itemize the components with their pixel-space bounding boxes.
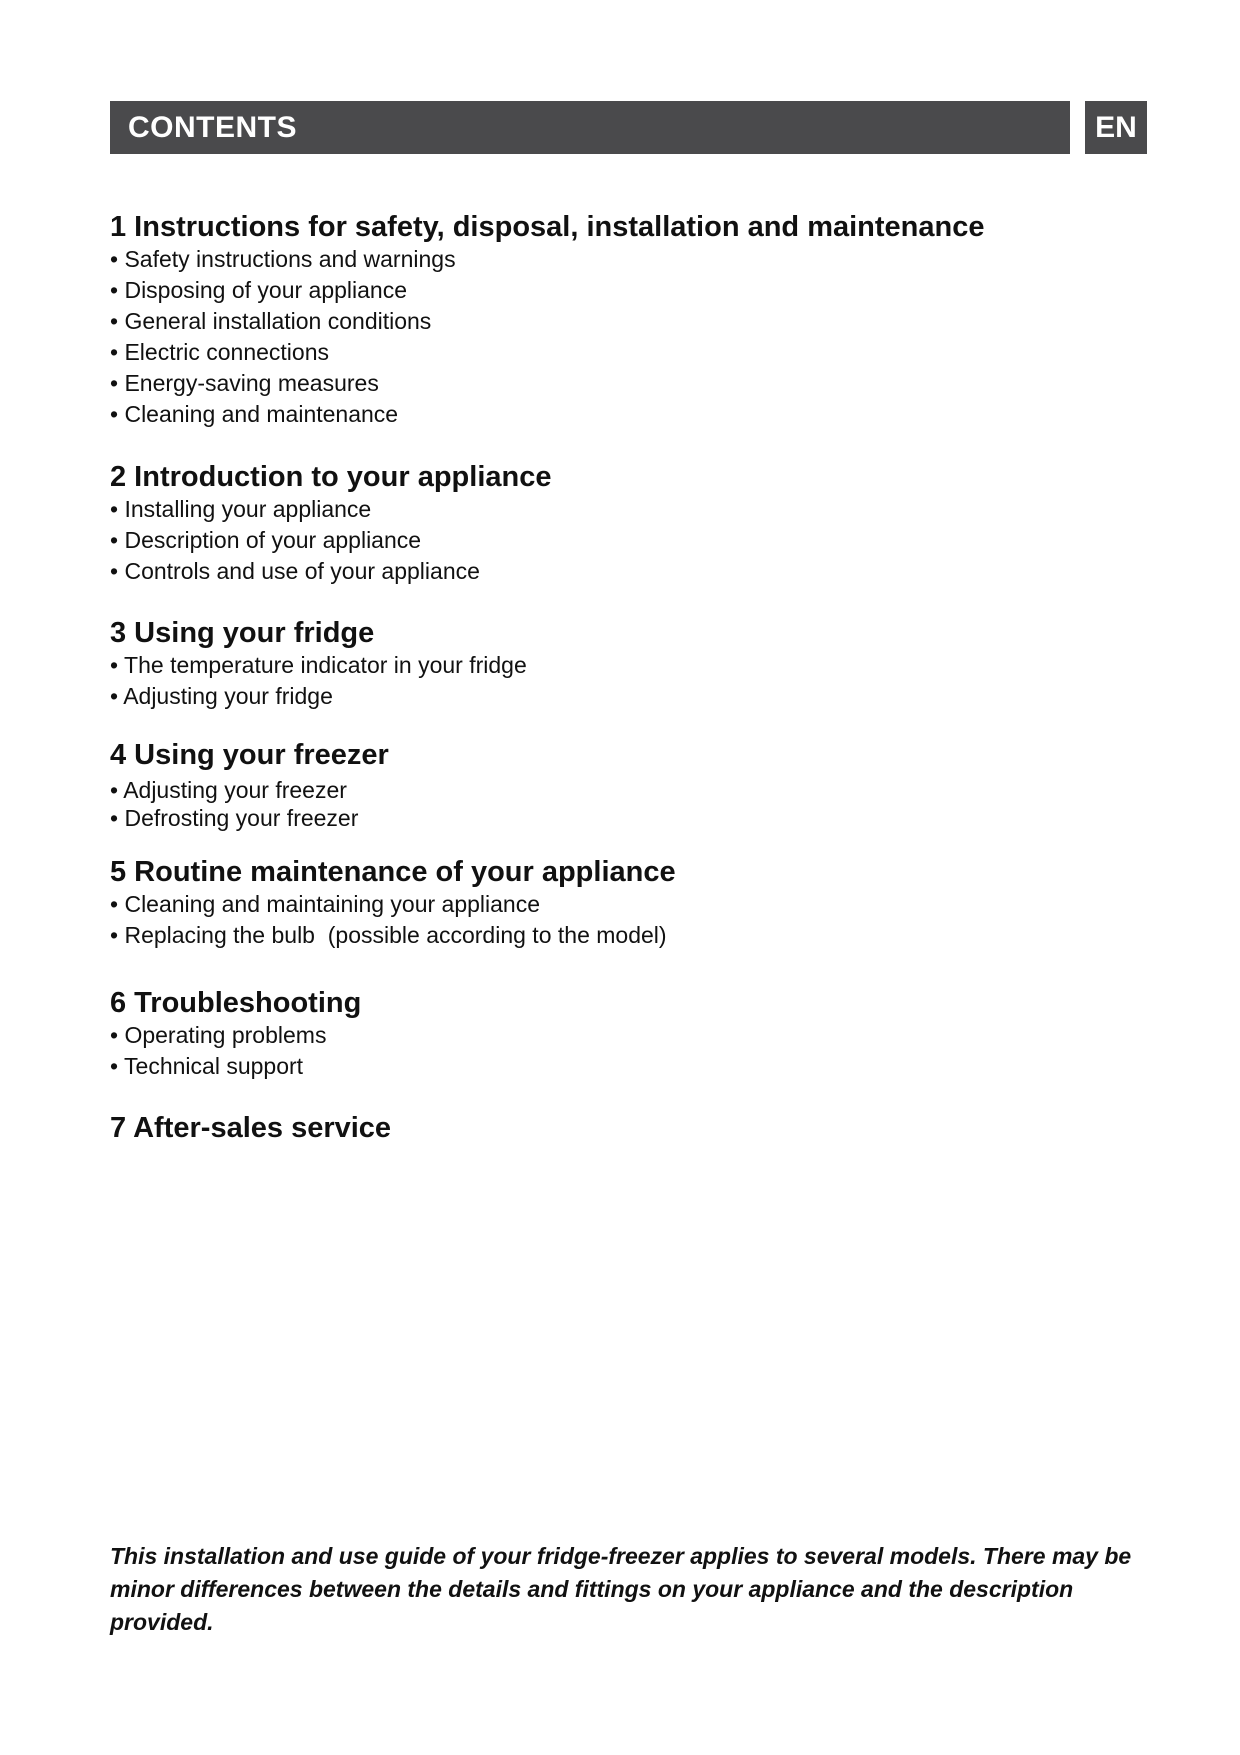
section-title[interactable]: 2 Introduction to your appliance	[110, 461, 552, 493]
toc-item[interactable]: • Defrosting your freezer	[110, 805, 359, 831]
section-title[interactable]: 6 Troubleshooting	[110, 987, 362, 1019]
contents-header-bar	[110, 101, 1070, 154]
toc-section-6	[110, 986, 1150, 1082]
toc-item[interactable]: • Replacing the bulb (possible according to the model)	[110, 922, 667, 948]
toc-section-2	[110, 460, 1150, 587]
toc-item[interactable]: • Cleaning and maintenance	[110, 401, 399, 427]
toc-item[interactable]: • Description of your appliance	[110, 527, 422, 553]
section-title[interactable]: 7 After-sales service	[110, 1112, 392, 1144]
language-code: EN	[1095, 111, 1137, 144]
toc-item[interactable]: • Technical support	[110, 1053, 304, 1079]
toc-item[interactable]: • Electric connections	[110, 339, 329, 365]
toc-item[interactable]: • Installing your appliance	[110, 496, 372, 522]
toc-section-4	[110, 738, 1150, 832]
language-badge	[1085, 101, 1147, 154]
toc-item[interactable]: • Operating problems	[110, 1022, 327, 1048]
toc-item[interactable]: • Disposing of your appliance	[110, 277, 408, 303]
toc-section-3	[110, 616, 1150, 712]
toc-item[interactable]: • Cleaning and maintaining your appliance	[110, 891, 541, 917]
section-title[interactable]: 3 Using your fridge	[110, 617, 375, 649]
toc-item[interactable]: • Energy-saving measures	[110, 370, 379, 396]
section-title[interactable]: 4 Using your freezer	[110, 739, 389, 771]
toc-item[interactable]: • Controls and use of your appliance	[110, 558, 480, 584]
toc-item[interactable]: • Adjusting your freezer	[110, 777, 347, 803]
page-title: CONTENTS	[128, 111, 297, 144]
toc-item[interactable]: • Adjusting your fridge	[110, 683, 333, 709]
toc-section-1	[110, 210, 1150, 430]
toc-item[interactable]: • Safety instructions and warnings	[110, 246, 456, 272]
model-disclaimer-note: This installation and use guide of your fridge-freezer applies to several models. There may be minor differences between the details and fittings on your appliance and the description provided.	[110, 1543, 1132, 1635]
toc-item[interactable]: • General installation conditions	[110, 308, 432, 334]
toc-section-7	[110, 1111, 1150, 1145]
section-title[interactable]: 5 Routine maintenance of your appliance	[110, 856, 676, 888]
section-title[interactable]: 1 Instructions for safety, disposal, installation and maintenance	[110, 211, 985, 243]
toc-section-5	[110, 855, 1150, 951]
toc-item[interactable]: • The temperature indicator in your fridge	[110, 652, 527, 678]
